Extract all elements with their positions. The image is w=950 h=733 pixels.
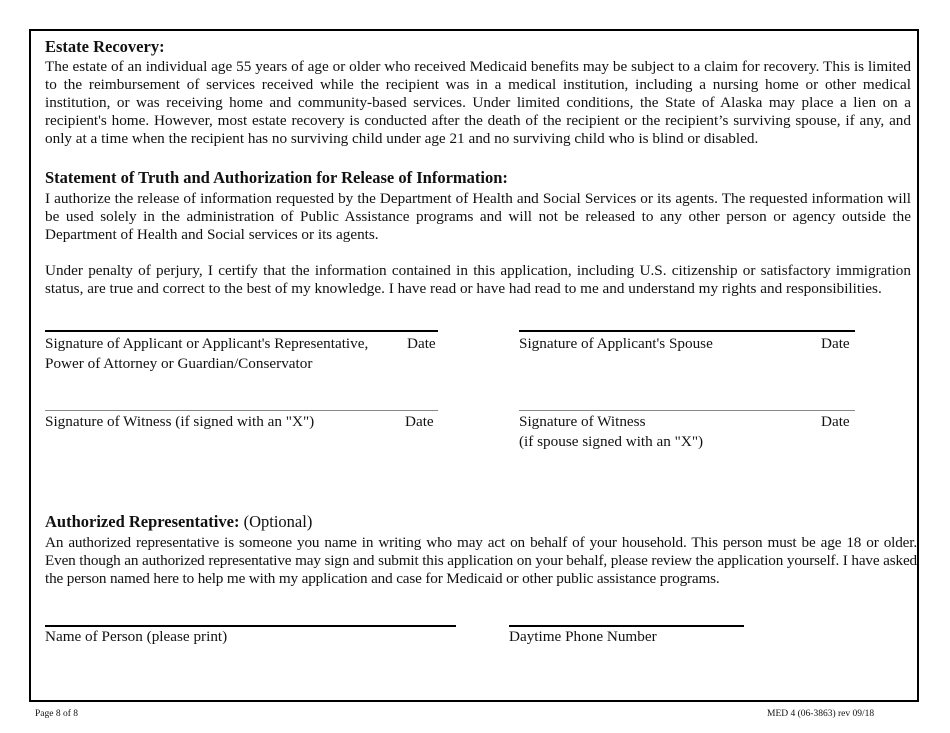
applicant-signature-label-2: Power of Attorney or Guardian/Conservator [45, 355, 313, 372]
estate-recovery-heading: Estate Recovery: [45, 37, 165, 56]
rep-name-label: Name of Person (please print) [45, 628, 228, 645]
form-id: MED 4 (06-3863) rev 09/18 [767, 709, 875, 719]
spouse-signature-label: Signature of Applicant's Spouse [519, 335, 713, 352]
authorized-rep-text: An authorized representative is someone you name in writing who may act on behalf of your household. This person must be age 18 or older. Even though an authorized representative may sign and submit this application on your behalf, please review the application yourself. I have asked the person named here to help me with my application and case for Medicaid or other public assistance programs. [45, 534, 917, 587]
statement-heading: Statement of Truth and Authorization for Release of Information: [45, 168, 508, 187]
witness-signature-line[interactable] [45, 410, 438, 411]
estate-recovery-text: The estate of an individual age 55 years of age or older who received Medicaid benefits may be subject to a claim for recovery. This is limited to the reimbursement of services received while the recipient was in a medical institution, including a nursing home or other medical institution, or was receiving home and community-based services. Under limited conditions, the State of Alaska may place a lien on a recipient's home. However, most estate recovery is conducted after the death of the recipient or the recipient’s surviving spouse, if any, and only at a time when the recipient has no surviving child under age 21 and no surviving child who is blind or disabled. [45, 58, 911, 147]
spouse-witness-signature-line[interactable] [519, 410, 855, 411]
spouse-signature-line[interactable] [519, 330, 855, 332]
witness-signature-label: Signature of Witness (if signed with an "X") [45, 413, 315, 430]
perjury-text: Under penalty of perjury, I certify that the information contained in this application, including U.S. citizenship or satisfactory immigration status, are true and correct to the best of my knowledge. I have read or have had read to me and understand my rights and responsibilities. [45, 262, 911, 297]
authorization-text: I authorize the release of information requested by the Department of Health and Social Services or its agents. The requested information will be used solely in the administration of Public Assistance programs and will not be released to any other person or agency outside the Department of Health and Social services or its agents. [45, 190, 911, 243]
page-number: Page 8 of 8 [35, 709, 79, 719]
spouse-witness-signature-label: Signature of Witness [519, 413, 646, 430]
authorized-rep-heading [45, 512, 312, 532]
spouse-date-label: Date [821, 335, 850, 352]
authorized-rep-title: Authorized Representative: [45, 512, 240, 531]
witness-date-label: Date [405, 413, 434, 430]
spouse-witness-signature-label-2: (if spouse signed with an "X") [519, 433, 704, 450]
authorized-rep-optional: (Optional) [243, 512, 313, 531]
applicant-date-label: Date [407, 335, 436, 352]
rep-phone-label: Daytime Phone Number [509, 628, 657, 645]
applicant-signature-line[interactable] [45, 330, 438, 332]
applicant-signature-label: Signature of Applicant or Applicant's Representative, [45, 335, 369, 352]
spouse-witness-date-label: Date [821, 413, 850, 430]
